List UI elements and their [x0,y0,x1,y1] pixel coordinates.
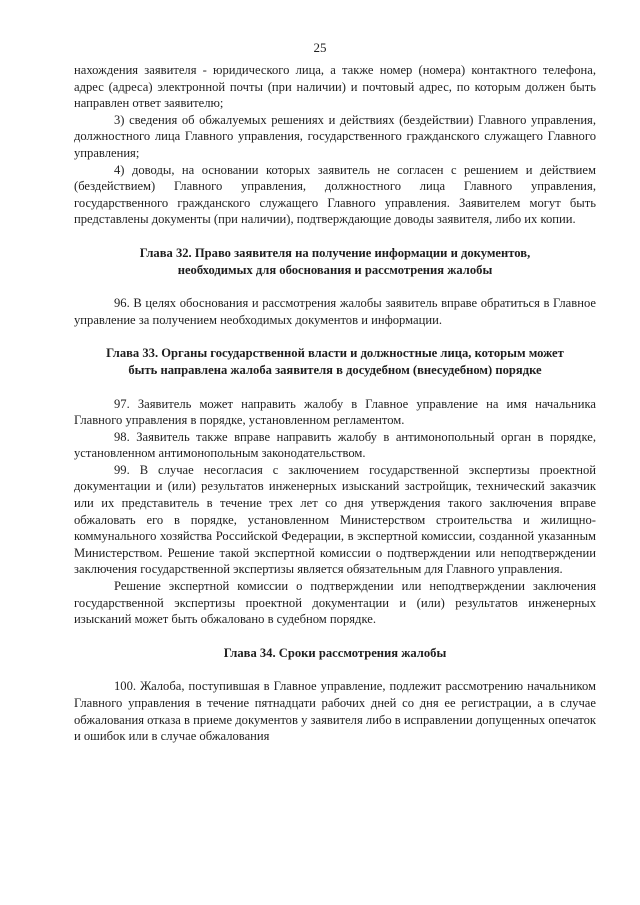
paragraph: 96. В целях обоснования и рассмотрения жалобы заявитель вправе обратиться в Главное управление за получением необходимых документов и информации. [74,296,596,327]
page-number: 25 [313,40,327,55]
heading-line: быть направлена жалоба заявителя в досудебном (внесудебном) порядке [128,362,542,377]
paragraph: 98. Заявитель также вправе направить жалобу в антимонопольный орган в порядке, установленном антимонопольным законодательством. [74,429,596,461]
paragraph: Решение экспертной комиссии о подтверждении или неподтверждении заключения государственной экспертизы проектной документации и (или) результатов инженерных изысканий может быть обжаловано в судебном порядке. [74,579,596,627]
heading-line: Глава 32. Право заявителя на получение информации и документов, [139,245,531,260]
paragraph: 99. В случае несогласия с заключением государственной экспертизы проектной документации и (или) результатов инженерных изысканий застройщик, технический заказчик или их представитель в течение трех лет со дня утверждения такого заключения вправе обжаловать его в порядке, установленном Министерством строительства и жилищно-коммунального хозяйства Российской Федерации, в экспертной комиссии, созданной указанным Министерством. Решение такой экспертной комиссии о подтверждении или неподтверждении заключения государственной экспертизы является обязательным для Главного управления. [74,462,596,577]
chapter-heading-33 [74,345,596,378]
chapter-heading-34 [74,645,596,662]
paragraph: 3) сведения об обжалуемых решениях и действиях (бездействии) Главного управления, должностного лица Главного управления, государственного гражданского служащего Главного управления; [74,112,596,160]
heading-line: необходимых для обоснования и рассмотрения жалобы [177,262,493,277]
chapter-heading-32 [74,245,596,278]
heading-line: Глава 33. Органы государственной власти и должностные лица, которым может [106,346,564,361]
paragraph: 100. Жалоба, поступившая в Главное управление, подлежит рассмотрению начальником Главного управления в течение пятнадцати рабочих дней со дня ее регистрации, а в случае обжалования отказа в приеме документов у заявителя либо в исправлении допущенных опечаток и ошибок или в случае обжалования [74,679,596,744]
heading-line: Глава 34. Сроки рассмотрения жалобы [223,645,447,660]
document-body [74,62,596,745]
paragraph: нахождения заявителя - юридического лица, а также номер (номера) контактного телефона, адрес (адреса) электронной почты (при наличии) и почтовый адрес, по которым должен быть направлен ответ заявителю; [74,63,596,111]
paragraph: 4) доводы, на основании которых заявитель не согласен с решением и действием (бездействием) Главного управления, должностного лица Главного управления, государственного гражданского служащего Главного управления. Заявителем могут быть представлены документы (при наличии), подтверждающие доводы заявителя, либо их копии. [74,162,596,227]
paragraph: 97. Заявитель может направить жалобу в Главное управление на имя начальника Главного управления в порядке, установленном регламентом. [74,396,596,428]
